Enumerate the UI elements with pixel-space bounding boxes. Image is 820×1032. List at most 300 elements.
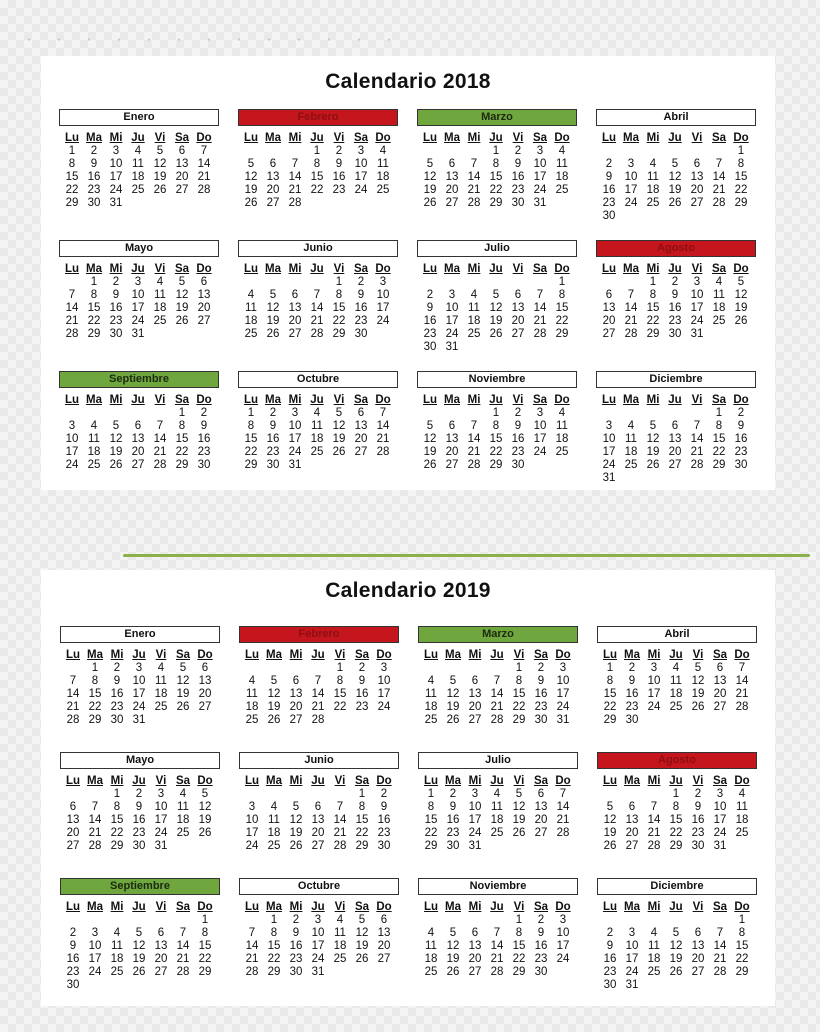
day-cell: 9	[69, 940, 77, 952]
weekday-label: Ma	[265, 394, 281, 406]
day-cell: 6	[314, 801, 322, 813]
week-row	[62, 814, 220, 827]
day-cell: 15	[734, 171, 748, 183]
day-cell: 28	[153, 459, 167, 471]
week-row	[62, 827, 220, 840]
day-cell: 20	[266, 184, 280, 196]
day-cell	[263, 662, 285, 675]
weekday-label: Ju	[131, 394, 145, 406]
day-cell: 14	[712, 171, 726, 183]
day-cell: 27	[713, 701, 727, 713]
day-cell: 12	[355, 927, 369, 939]
day-cell	[620, 407, 642, 420]
week-row	[240, 276, 398, 289]
day-cell: 16	[109, 302, 123, 314]
weekday-label: Vi	[512, 132, 524, 144]
week-row	[62, 701, 220, 714]
weekday-label: Vi	[692, 901, 704, 913]
calendar-2019-panel	[41, 570, 775, 1006]
weekday-header-row	[61, 393, 219, 407]
weekday-label: Mi	[109, 263, 123, 275]
day-cell: 15	[669, 814, 683, 826]
day-cell: 20	[602, 315, 616, 327]
day-cell: 29	[198, 966, 212, 978]
weekday-label: Lu	[601, 263, 617, 275]
day-cell: 26	[423, 459, 437, 471]
day-cell: 26	[669, 966, 683, 978]
day-cell: 20	[511, 315, 525, 327]
weekday-header-row	[62, 774, 220, 788]
day-cell: 21	[490, 701, 504, 713]
day-cell: 17	[624, 184, 638, 196]
day-cell	[307, 662, 329, 675]
day-cell: 7	[493, 675, 501, 687]
day-cell: 2	[90, 145, 98, 157]
day-cell: 21	[713, 953, 727, 965]
day-cell: 10	[245, 814, 259, 826]
day-cell: 7	[68, 289, 76, 301]
week-row	[419, 276, 577, 289]
week-row	[419, 302, 577, 315]
day-cell	[664, 210, 686, 223]
day-cell: 9	[628, 675, 636, 687]
day-cell: 9	[200, 420, 208, 432]
day-cell: 30	[734, 459, 748, 471]
month-header	[239, 752, 399, 769]
month-agosto	[596, 240, 756, 341]
week-row	[598, 446, 756, 459]
weekday-label: Vi	[692, 649, 704, 661]
day-cell	[731, 714, 753, 727]
weekday-label: Sa	[174, 132, 190, 144]
month-name: Agosto	[658, 754, 696, 766]
day-cell	[486, 840, 508, 853]
month-header	[418, 752, 578, 769]
day-cell: 15	[512, 688, 526, 700]
day-cell: 11	[334, 927, 346, 939]
month-agosto	[597, 752, 757, 853]
week-row	[420, 940, 578, 953]
day-cell	[599, 914, 621, 927]
day-cell	[172, 914, 194, 927]
month-junio	[238, 240, 398, 341]
day-cell: 27	[311, 840, 325, 852]
month-febrero	[239, 626, 399, 727]
day-cell: 12	[176, 675, 190, 687]
week-row	[599, 714, 757, 727]
day-cell: 14	[490, 940, 504, 952]
day-cell: 10	[533, 158, 547, 170]
day-cell	[708, 210, 730, 223]
day-cell: 29	[87, 328, 101, 340]
week-row	[61, 145, 219, 158]
day-cell: 2	[426, 289, 434, 301]
day-cell: 10	[647, 675, 661, 687]
day-cell: 6	[380, 914, 388, 926]
weekday-label: Lu	[602, 775, 618, 787]
day-cell: 18	[153, 302, 167, 314]
week-row	[62, 940, 220, 953]
day-cell: 27	[602, 328, 616, 340]
day-cell: 2	[112, 276, 120, 288]
weekday-label: Mi	[109, 394, 123, 406]
day-cell: 10	[533, 420, 547, 432]
day-cell: 24	[132, 701, 146, 713]
day-cell: 5	[449, 927, 457, 939]
day-cell	[708, 472, 730, 485]
weekday-label: Mi	[288, 132, 302, 144]
day-cell: 20	[691, 953, 705, 965]
day-cell	[530, 840, 552, 853]
day-cell	[127, 197, 149, 210]
day-cell: 6	[357, 407, 365, 419]
day-cell	[507, 276, 529, 289]
day-cell	[328, 197, 350, 210]
day-cell: 1	[649, 276, 657, 288]
day-cell: 14	[690, 433, 704, 445]
day-cell: 20	[175, 171, 189, 183]
day-cell: 3	[628, 927, 636, 939]
day-cell	[373, 966, 395, 979]
day-cell: 16	[289, 940, 303, 952]
day-cell: 25	[555, 184, 569, 196]
day-cell	[621, 914, 643, 927]
week-row	[62, 662, 220, 675]
day-cell: 25	[176, 827, 190, 839]
day-cell	[62, 662, 84, 675]
day-cell: 16	[446, 814, 460, 826]
weekday-label: Vi	[691, 132, 703, 144]
day-cell: 1	[335, 276, 343, 288]
weekday-label: Sa	[354, 649, 370, 661]
weekday-label: Ma	[266, 775, 282, 787]
day-cell	[306, 459, 328, 472]
day-cell	[709, 979, 731, 992]
day-cell	[373, 714, 395, 727]
day-cell: 22	[712, 446, 726, 458]
day-cell	[419, 276, 441, 289]
day-cell: 25	[669, 701, 683, 713]
weekday-label: Vi	[154, 132, 166, 144]
day-cell: 31	[602, 472, 616, 484]
week-row	[241, 927, 399, 940]
day-cell	[463, 341, 485, 354]
weekday-label: Sa	[532, 263, 548, 275]
day-cell: 21	[176, 953, 190, 965]
day-cell: 8	[91, 675, 99, 687]
weekday-label: Mi	[647, 649, 661, 661]
day-cell: 29	[555, 328, 569, 340]
day-cell: 12	[734, 289, 748, 301]
day-cell: 12	[266, 302, 280, 314]
day-cell: 16	[266, 433, 280, 445]
day-cell: 8	[178, 420, 186, 432]
day-cell: 7	[69, 675, 77, 687]
day-cell	[128, 914, 150, 927]
day-cell: 4	[379, 145, 387, 157]
day-cell: 13	[154, 940, 168, 952]
month-header	[596, 240, 756, 257]
month-name: Marzo	[481, 111, 513, 123]
day-cell: 25	[267, 840, 281, 852]
day-cell: 31	[131, 328, 145, 340]
day-cell: 27	[266, 197, 280, 209]
week-row	[599, 801, 757, 814]
day-cell	[350, 197, 372, 210]
weekday-label: Do	[375, 394, 391, 406]
day-cell: 10	[602, 433, 616, 445]
day-cell: 8	[113, 801, 121, 813]
day-cell: 28	[88, 840, 102, 852]
week-row	[62, 927, 220, 940]
day-cell: 3	[650, 662, 658, 674]
day-cell: 7	[493, 927, 501, 939]
day-cell: 7	[179, 927, 187, 939]
day-cell: 19	[446, 953, 460, 965]
day-cell: 29	[424, 840, 438, 852]
day-cell	[620, 276, 642, 289]
weekday-label: Ju	[311, 775, 325, 787]
day-cell: 28	[176, 966, 190, 978]
day-cell: 28	[735, 701, 749, 713]
weekday-label: Sa	[712, 775, 728, 787]
day-cell: 21	[490, 953, 504, 965]
day-cell: 14	[735, 675, 749, 687]
weekday-label: Sa	[175, 649, 191, 661]
day-cell	[328, 459, 350, 472]
day-cell: 18	[647, 953, 661, 965]
weekday-label: Lu	[422, 132, 438, 144]
weekday-label: Ma	[266, 901, 282, 913]
day-cell: 25	[735, 827, 749, 839]
weekday-label: Ju	[668, 132, 682, 144]
day-cell: 16	[332, 171, 346, 183]
weekday-label: Vi	[334, 649, 346, 661]
day-cell: 24	[533, 446, 547, 458]
week-row	[420, 914, 578, 927]
day-cell: 24	[713, 827, 727, 839]
week-row	[61, 459, 219, 472]
day-cell: 14	[153, 433, 167, 445]
day-cell: 19	[603, 827, 617, 839]
day-cell: 10	[154, 801, 168, 813]
day-cell: 7	[738, 662, 746, 674]
day-cell: 18	[267, 827, 281, 839]
day-cell: 28	[197, 184, 211, 196]
week-row	[61, 197, 219, 210]
day-cell: 5	[358, 914, 366, 926]
day-cell: 2	[358, 662, 366, 674]
day-cell: 12	[512, 801, 526, 813]
day-cell: 26	[446, 966, 460, 978]
week-row	[599, 827, 757, 840]
day-cell: 28	[245, 966, 259, 978]
week-row	[241, 914, 399, 927]
day-cell: 7	[627, 289, 635, 301]
day-cell: 16	[511, 433, 525, 445]
day-cell: 11	[556, 158, 568, 170]
day-cell: 22	[110, 827, 124, 839]
day-cell: 26	[244, 197, 258, 209]
day-cell: 9	[606, 940, 614, 952]
week-row	[241, 827, 399, 840]
month-name: Julio	[485, 754, 511, 766]
day-cell: 24	[533, 184, 547, 196]
day-cell: 7	[716, 927, 724, 939]
day-cell: 22	[555, 315, 569, 327]
day-cell: 26	[512, 827, 526, 839]
day-cell: 9	[112, 289, 120, 301]
day-cell	[329, 714, 351, 727]
week-row	[599, 688, 757, 701]
day-cell	[285, 662, 307, 675]
day-cell: 25	[424, 714, 438, 726]
day-cell: 12	[332, 420, 346, 432]
day-cell: 7	[715, 158, 723, 170]
day-cell: 9	[358, 675, 366, 687]
weekday-label: Ju	[310, 263, 324, 275]
day-cell: 9	[737, 420, 745, 432]
weekday-label: Mi	[468, 649, 482, 661]
day-cell: 17	[533, 171, 547, 183]
day-cell: 27	[690, 197, 704, 209]
day-cell: 29	[712, 459, 726, 471]
day-cell: 11	[425, 688, 437, 700]
week-row	[241, 788, 399, 801]
weekday-label: Sa	[174, 263, 190, 275]
day-cell: 23	[66, 966, 80, 978]
day-cell: 17	[311, 940, 325, 952]
day-cell: 2	[671, 276, 679, 288]
day-cell: 31	[556, 714, 570, 726]
weekday-label: Ju	[669, 901, 683, 913]
day-cell: 8	[738, 927, 746, 939]
week-row	[62, 914, 220, 927]
day-cell: 19	[176, 688, 190, 700]
week-row	[419, 158, 577, 171]
weekday-label: Vi	[513, 775, 525, 787]
day-cell	[329, 966, 351, 979]
day-cell: 23	[734, 446, 748, 458]
weekday-label: Ma	[624, 649, 640, 661]
day-cell	[642, 407, 664, 420]
day-cell: 17	[377, 688, 391, 700]
day-cell: 19	[267, 701, 281, 713]
weekday-label: Mi	[467, 132, 481, 144]
month-header	[417, 371, 577, 388]
day-cell: 19	[489, 315, 503, 327]
week-row	[419, 459, 577, 472]
day-cell	[664, 407, 686, 420]
day-cell	[664, 472, 686, 485]
month-name: Julio	[484, 242, 510, 254]
day-cell: 24	[131, 315, 145, 327]
weekday-label: Ma	[445, 901, 461, 913]
day-cell: 19	[332, 433, 346, 445]
day-cell: 25	[624, 459, 638, 471]
weekday-label: Ma	[444, 394, 460, 406]
day-cell	[241, 788, 263, 801]
day-cell: 30	[132, 840, 146, 852]
day-cell: 6	[448, 158, 456, 170]
day-cell: 8	[558, 289, 566, 301]
day-cell: 21	[65, 315, 79, 327]
day-cell	[620, 472, 642, 485]
day-cell	[442, 914, 464, 927]
day-cell: 10	[288, 420, 302, 432]
day-cell: 16	[602, 184, 616, 196]
day-cell: 17	[713, 814, 727, 826]
week-row	[61, 407, 219, 420]
weekday-label: Sa	[533, 649, 549, 661]
day-cell: 18	[131, 171, 145, 183]
week-row	[598, 276, 756, 289]
weekday-label: Sa	[711, 394, 727, 406]
day-cell: 25	[467, 328, 481, 340]
day-cell: 27	[289, 714, 303, 726]
day-cell	[441, 145, 463, 158]
day-cell: 28	[467, 459, 481, 471]
top-dotted-border	[14, 38, 414, 41]
week-row	[62, 966, 220, 979]
day-cell: 31	[109, 197, 123, 209]
day-cell: 28	[490, 966, 504, 978]
week-row	[240, 420, 398, 433]
day-cell: 2	[69, 927, 77, 939]
day-cell: 19	[355, 940, 369, 952]
month-mayo	[59, 240, 219, 341]
day-cell: 1	[606, 662, 614, 674]
day-cell	[642, 145, 664, 158]
day-cell	[463, 276, 485, 289]
day-cell: 5	[515, 788, 523, 800]
day-cell: 15	[424, 814, 438, 826]
week-row	[240, 302, 398, 315]
day-cell: 1	[91, 662, 99, 674]
day-cell: 16	[110, 688, 124, 700]
day-cell: 11	[648, 940, 660, 952]
weekday-label: Vi	[333, 263, 345, 275]
day-cell: 8	[606, 675, 614, 687]
day-cell: 10	[88, 940, 102, 952]
day-cell	[61, 276, 83, 289]
day-cell: 4	[558, 407, 566, 419]
day-cell: 6	[269, 158, 277, 170]
day-cell: 17	[556, 940, 570, 952]
day-cell	[262, 145, 284, 158]
month-name: Mayo	[124, 242, 154, 254]
day-cell: 9	[694, 801, 702, 813]
day-cell: 12	[446, 940, 460, 952]
day-cell: 26	[153, 184, 167, 196]
week-row	[241, 966, 399, 979]
month-name: Febrero	[297, 111, 339, 123]
weekday-label: Lu	[422, 263, 438, 275]
day-cell: 30	[625, 714, 639, 726]
day-cell: 10	[556, 927, 570, 939]
day-cell: 28	[624, 328, 638, 340]
week-row	[598, 315, 756, 328]
weekday-label: Ju	[490, 775, 504, 787]
day-cell: 21	[311, 701, 325, 713]
weekday-label: Vi	[691, 394, 703, 406]
month-julio	[417, 240, 577, 354]
day-cell	[372, 459, 394, 472]
day-cell: 22	[332, 315, 346, 327]
weekday-label: Do	[196, 263, 212, 275]
day-cell: 8	[270, 927, 278, 939]
day-cell: 12	[244, 171, 258, 183]
